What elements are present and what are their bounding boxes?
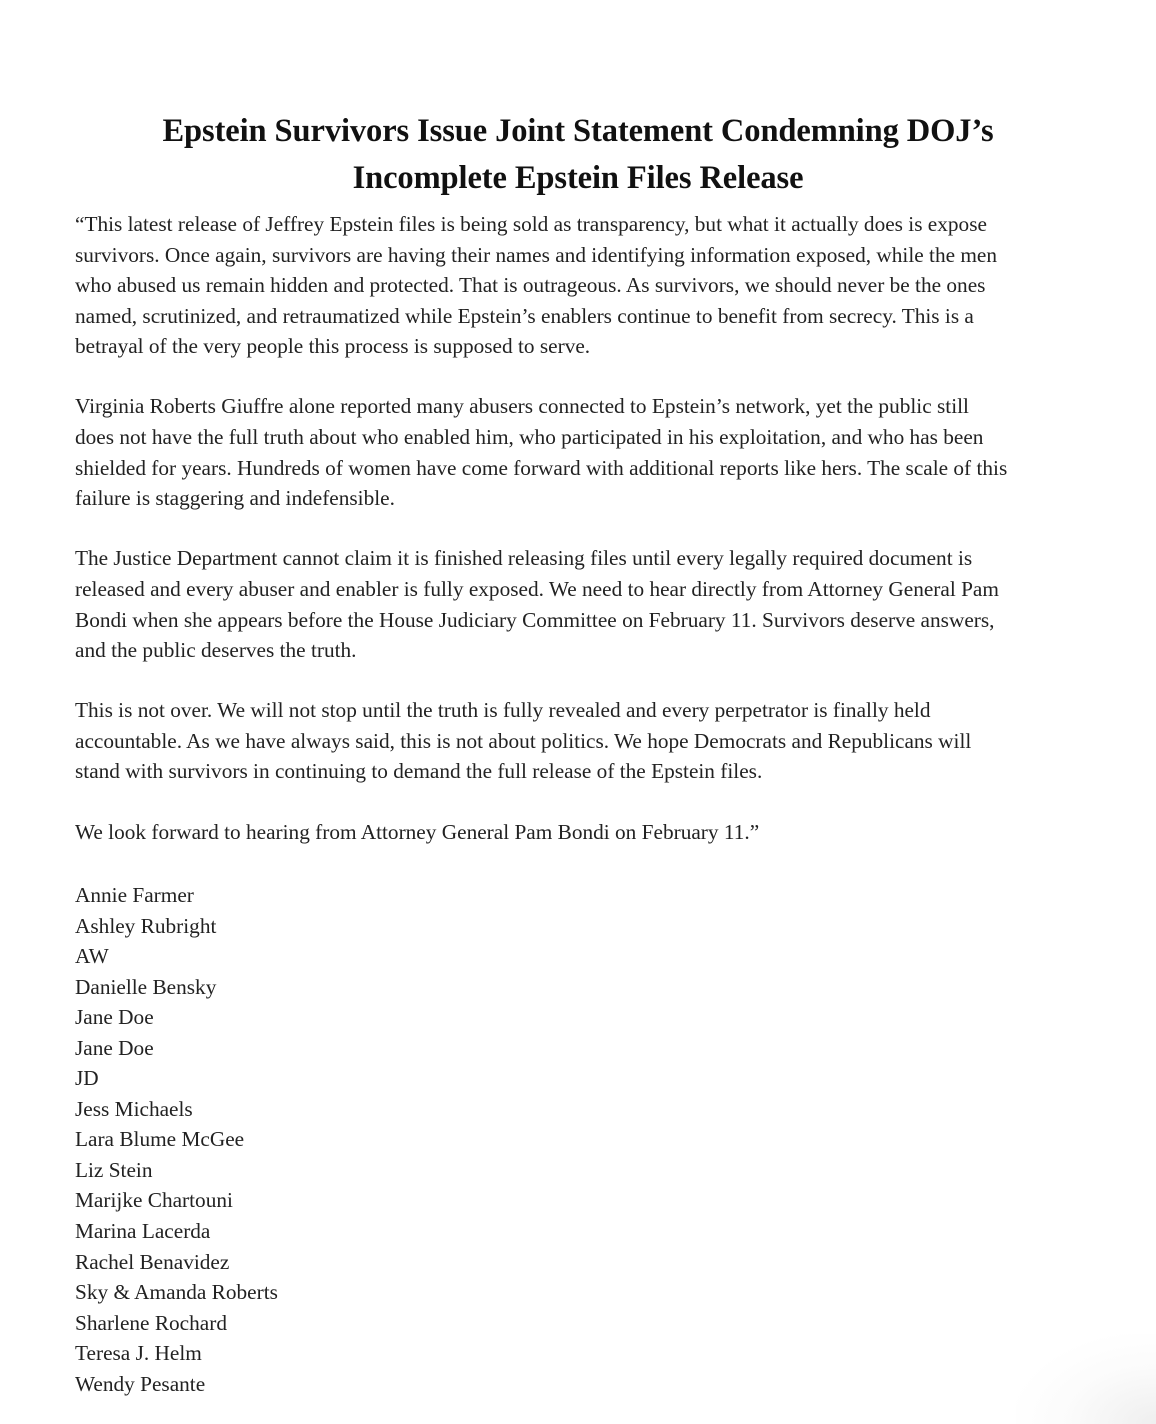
text-line: This is not over. We will not stop until the truth is fully revealed and every perpetrator is finally held bbox=[75, 698, 931, 723]
text-line: who abused us remain hidden and protected. That is outrageous. As survivors, we should never be the ones bbox=[75, 273, 986, 298]
signatory: Ashley Rubright bbox=[75, 913, 217, 938]
text-line: The Justice Department cannot claim it is finished releasing files until every legally required document is bbox=[75, 546, 973, 571]
signatory: Sky & Amanda Roberts bbox=[75, 1280, 278, 1305]
paragraph-1 bbox=[75, 209, 1115, 362]
paragraph-2 bbox=[75, 391, 1115, 513]
signatory: Jane Doe bbox=[75, 1005, 154, 1030]
page-corner-shadow bbox=[1016, 1334, 1156, 1424]
signatory: Annie Farmer bbox=[75, 883, 194, 907]
paragraph-4 bbox=[75, 695, 1115, 787]
signatory: Wendy Pesante bbox=[75, 1371, 206, 1396]
text-line: survivors. Once again, survivors are having their names and identifying information exposed, while the men bbox=[75, 242, 998, 267]
text-line: shielded for years. Hundreds of women have come forward with additional reports like hers. The scale of this bbox=[75, 455, 1008, 480]
text-line: failure is staggering and indefensible. bbox=[75, 486, 395, 511]
text-line: does not have the full truth about who enabled him, who participated in his exploitation, and who has been bbox=[75, 425, 984, 450]
signatory: Marijke Chartouni bbox=[75, 1188, 233, 1213]
paragraph-3 bbox=[75, 543, 1115, 665]
signatories-list bbox=[75, 880, 278, 1399]
signatory: Teresa J. Helm bbox=[75, 1341, 202, 1366]
text-line: Virginia Roberts Giuffre alone reported many abusers connected to Epstein’s network, yet the public still bbox=[75, 394, 969, 419]
text-line: named, scrutinized, and retraumatized while Epstein’s enablers continue to benefit from secrecy. This is a bbox=[75, 303, 974, 328]
signatory: AW bbox=[75, 944, 109, 969]
statement-body bbox=[75, 209, 1115, 877]
text-line: and the public deserves the truth. bbox=[75, 638, 357, 663]
text-line: accountable. As we have always said, this is not about politics. We hope Democrats and Republicans will bbox=[75, 728, 972, 753]
signatory: Jane Doe bbox=[75, 1035, 154, 1060]
signatory: Lara Blume McGee bbox=[75, 1127, 245, 1152]
signatory: Danielle Bensky bbox=[75, 974, 217, 999]
paragraph-5 bbox=[75, 817, 1115, 848]
text-line: stand with survivors in continuing to demand the full release of the Epstein files. bbox=[75, 759, 763, 784]
signatory: Sharlene Rochard bbox=[75, 1310, 227, 1335]
signatory: Jess Michaels bbox=[75, 1096, 193, 1121]
text-line: We look forward to hearing from Attorney General Pam Bondi on February 11.” bbox=[75, 819, 760, 844]
signatory: JD bbox=[75, 1066, 99, 1091]
signatory: Marina Lacerda bbox=[75, 1219, 211, 1244]
document-title bbox=[0, 108, 1156, 202]
text-line: released and every abuser and enabler is fully exposed. We need to hear directly from Attorney General Pam bbox=[75, 576, 999, 601]
title-line: Incomplete Epstein Files Release bbox=[352, 159, 804, 196]
title-line: Epstein Survivors Issue Joint Statement Condemning DOJ’s bbox=[162, 112, 994, 149]
text-line: Bondi when she appears before the House Judiciary Committee on February 11. Survivors deserve answers, bbox=[75, 607, 995, 632]
signatory: Rachel Benavidez bbox=[75, 1249, 230, 1274]
text-line: “This latest release of Jeffrey Epstein files is being sold as transparency, but what it actually does is expose bbox=[75, 212, 987, 236]
signatory: Liz Stein bbox=[75, 1157, 153, 1182]
text-line: betrayal of the very people this process is supposed to serve. bbox=[75, 334, 591, 359]
